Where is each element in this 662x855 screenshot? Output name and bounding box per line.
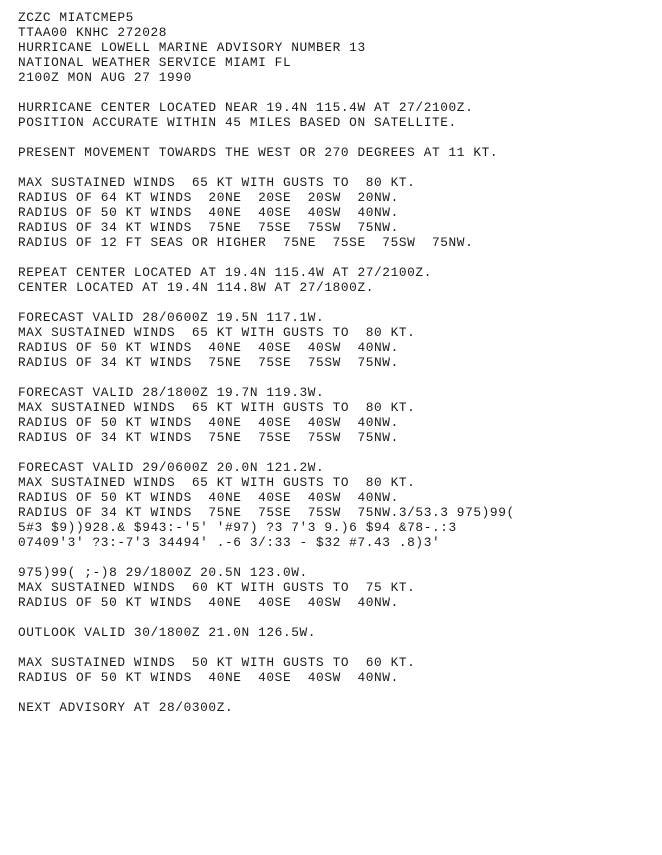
issue-time: 2100Z MON AUG 27 1990 — [18, 70, 192, 85]
garbled-line: 07409'3' ?3:-7'3 34494' .-6 3/:33 - $32 #7.43 .8)3' — [18, 535, 441, 550]
forecast-line: RADIUS OF 50 KT WINDS 40NE 40SE 40SW 40NW. — [18, 595, 399, 610]
header-line: TTAA00 KNHC 272028 — [18, 25, 168, 40]
forecast-line: MAX SUSTAINED WINDS 65 KT WITH GUSTS TO 80 KT. — [18, 475, 416, 490]
movement-block — [18, 145, 658, 160]
next-advisory-line: NEXT ADVISORY AT 28/0300Z. — [18, 700, 234, 715]
forecast-line: MAX SUSTAINED WINDS 65 KT WITH GUSTS TO 80 KT. — [18, 325, 416, 340]
center-line: HURRICANE CENTER LOCATED NEAR 19.4N 115.4W AT 27/2100Z. — [18, 100, 474, 115]
winds-line: RADIUS OF 34 KT WINDS 75NE 75SE 75SW 75NW. — [18, 220, 399, 235]
forecast-line: FORECAST VALID 29/0600Z 20.0N 121.2W. — [18, 460, 325, 475]
advisory-document — [18, 10, 658, 730]
outlook-winds-block — [18, 655, 658, 685]
winds-line: RADIUS OF 64 KT WINDS 20NE 20SE 20SW 20NW. — [18, 190, 399, 205]
outlook-winds-line: MAX SUSTAINED WINDS 50 KT WITH GUSTS TO 60 KT. — [18, 655, 416, 670]
forecast-line: RADIUS OF 34 KT WINDS 75NE 75SE 75SW 75NW. — [18, 355, 399, 370]
advisory-title: HURRICANE LOWELL MARINE ADVISORY NUMBER 13 — [18, 40, 366, 55]
repeat-line: CENTER LOCATED AT 19.4N 114.8W AT 27/1800Z. — [18, 280, 375, 295]
center-block — [18, 100, 658, 130]
forecast-block-4 — [18, 565, 658, 610]
next-advisory-block — [18, 700, 658, 715]
winds-line: RADIUS OF 12 FT SEAS OR HIGHER 75NE 75SE 75SW 75NW. — [18, 235, 474, 250]
center-line: POSITION ACCURATE WITHIN 45 MILES BASED ON SATELLITE. — [18, 115, 457, 130]
forecast-line: FORECAST VALID 28/0600Z 19.5N 117.1W. — [18, 310, 325, 325]
forecast-block-3 — [18, 460, 658, 550]
forecast-block-2 — [18, 385, 658, 445]
forecast-line: MAX SUSTAINED WINDS 65 KT WITH GUSTS TO 80 KT. — [18, 400, 416, 415]
forecast-line: RADIUS OF 50 KT WINDS 40NE 40SE 40SW 40NW. — [18, 490, 399, 505]
repeat-block — [18, 265, 658, 295]
forecast-line: MAX SUSTAINED WINDS 60 KT WITH GUSTS TO 75 KT. — [18, 580, 416, 595]
winds-block — [18, 175, 658, 250]
outlook-line: OUTLOOK VALID 30/1800Z 21.0N 126.5W. — [18, 625, 317, 640]
header-line: ZCZC MIATCMEP5 — [18, 10, 134, 25]
issuing-office: NATIONAL WEATHER SERVICE MIAMI FL — [18, 55, 292, 70]
garbled-line: 5#3 $9))928.& $943:-'5' '#97) ?3 7'3 9.)6 $94 &78-.:3 — [18, 520, 457, 535]
forecast-line: RADIUS OF 50 KT WINDS 40NE 40SE 40SW 40NW. — [18, 415, 399, 430]
repeat-line: REPEAT CENTER LOCATED AT 19.4N 115.4W AT 27/2100Z. — [18, 265, 432, 280]
winds-line: MAX SUSTAINED WINDS 65 KT WITH GUSTS TO 80 KT. — [18, 175, 416, 190]
outlook-winds-line: RADIUS OF 50 KT WINDS 40NE 40SE 40SW 40NW. — [18, 670, 399, 685]
movement-line: PRESENT MOVEMENT TOWARDS THE WEST OR 270 DEGREES AT 11 KT. — [18, 145, 499, 160]
header-block — [18, 10, 658, 85]
forecast-line: FORECAST VALID 28/1800Z 19.7N 119.3W. — [18, 385, 325, 400]
forecast-line: RADIUS OF 34 KT WINDS 75NE 75SE 75SW 75NW. — [18, 430, 399, 445]
forecast-line: RADIUS OF 50 KT WINDS 40NE 40SE 40SW 40NW. — [18, 340, 399, 355]
forecast-line: RADIUS OF 34 KT WINDS 75NE 75SE 75SW 75NW.3/53.3 975)99( — [18, 505, 515, 520]
forecast-block-1 — [18, 310, 658, 370]
outlook-block — [18, 625, 658, 640]
forecast-line: 975)99( ;-)8 29/1800Z 20.5N 123.0W. — [18, 565, 308, 580]
winds-line: RADIUS OF 50 KT WINDS 40NE 40SE 40SW 40NW. — [18, 205, 399, 220]
